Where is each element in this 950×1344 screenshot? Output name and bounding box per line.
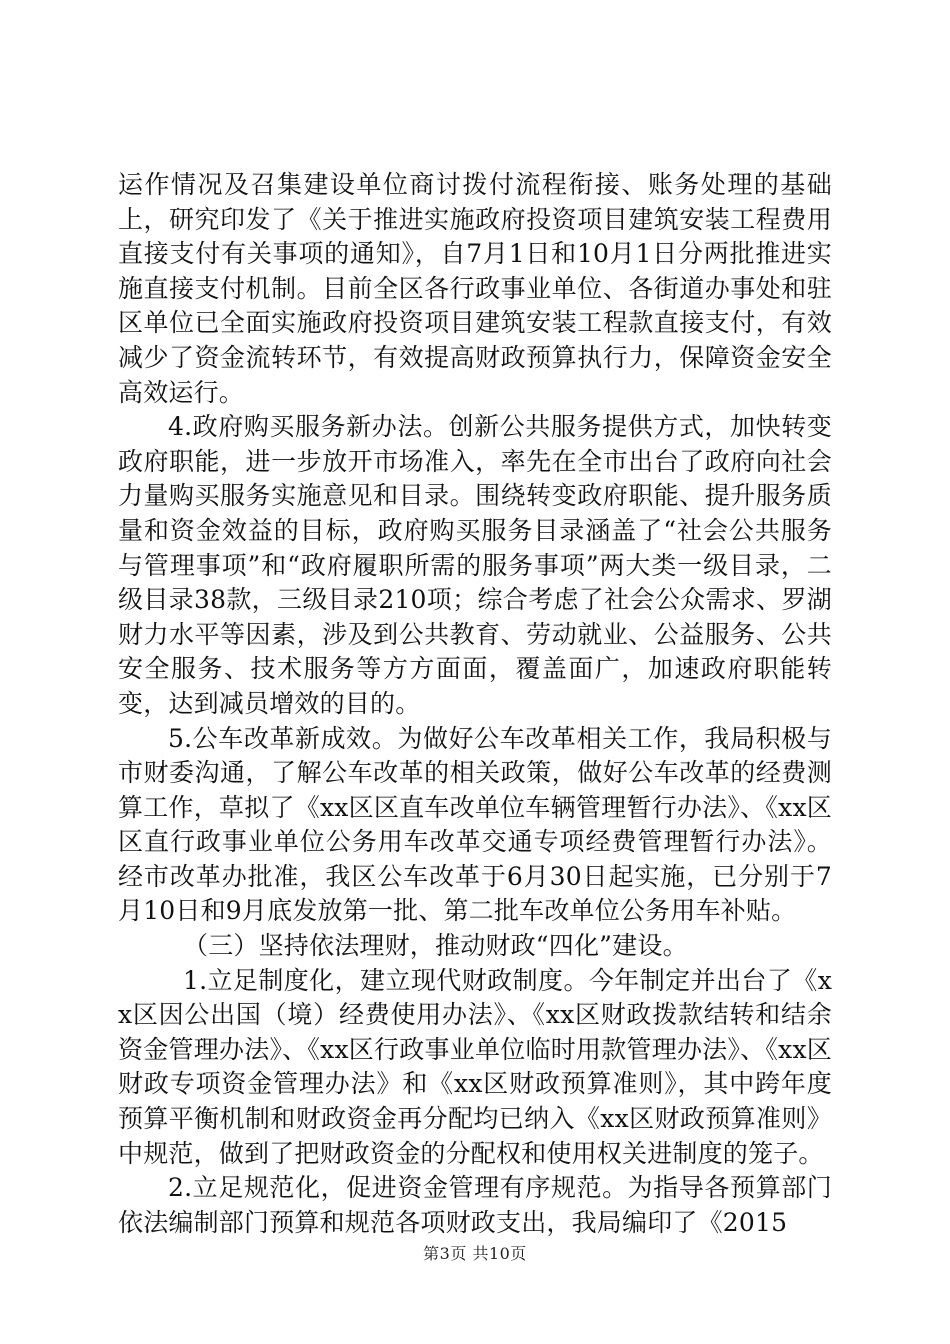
page-number-footer: 第3页 共10页 [423, 1244, 527, 1263]
paragraph-institutionalization: 1.立足制度化，建立现代财政制度。今年制定并出台了《xx区因公出国（境）经费使用办法》、《xx区财政拨款结转和结余资金管理办法》、《xx区行政事业单位临时用款管理办法》、《xx区财政专项资金管理办法》和《xx区财政预算准则》，其中跨年度预算平衡机制和财政资金再分配均已纳入《xx区财政预算准则》中规范，做到了把财政资金的分配权和使用权关进制度的笼子。 [118, 965, 832, 1168]
paragraph-government-procurement: 4.政府购买服务新办法。创新公共服务提供方式，加快转变政府职能，进一步放开市场准入，率先在全市出台了政府向社会力量购买服务实施意见和目录。围绕转变政府职能、提升服务质量和资金效益的目标，政府购买服务目录涵盖了“社会公共服务与管理事项”和“政府履职所需的服务事项”两大类一级目录，二级目录38款，三级目录210项；综合考虑了社会公众需求、罗湖财力水平等因素，涉及到公共教育、劳动就业、公益服务、公共安全服务、技术服务等方方面面，覆盖面广，加速政府职能转变，达到减员增效的目的。 [118, 412, 832, 718]
paragraph-vehicle-reform: 5.公车改革新成效。为做好公车改革相关工作，我局积极与市财委沟通，了解公车改革的相关政策，做好公车改革的经费测算工作，草拟了《xx区区直车改单位车辆管理暂行办法》、《xx区区直行政事业单位公务用车改革交通专项经费管理暂行办法》。经市改革办批准，我区公车改革于6月30日起实施，已分别于7月10日和9月底发放第一批、第二批车改单位公务用车补贴。 [118, 723, 832, 926]
document-body [118, 168, 832, 1240]
paragraph-direct-payment: 运作情况及召集建设单位商讨拨付流程衔接、账务处理的基础上，研究印发了《关于推进实施政府投资项目建筑安装工程费用直接支付有关事项的通知》，自7月1日和10月1日分两批推进实施直接支付机制。目前全区各行政事业单位、各街道办事处和驻区单位已全面实施政府投资项目建筑安装工程款直接支付，有效减少了资金流转环节，有效提高财政预算执行力，保障资金安全高效运行。 [118, 170, 832, 407]
paragraph-standardization: 2.立足规范化，促进资金管理有序规范。为指导各预算部门依法编制部门预算和规范各项财政支出，我局编印了《2015 [118, 1173, 832, 1237]
section-heading-rule-of-law: （三）坚持依法理财，推动财政“四化”建设。 [183, 931, 688, 961]
